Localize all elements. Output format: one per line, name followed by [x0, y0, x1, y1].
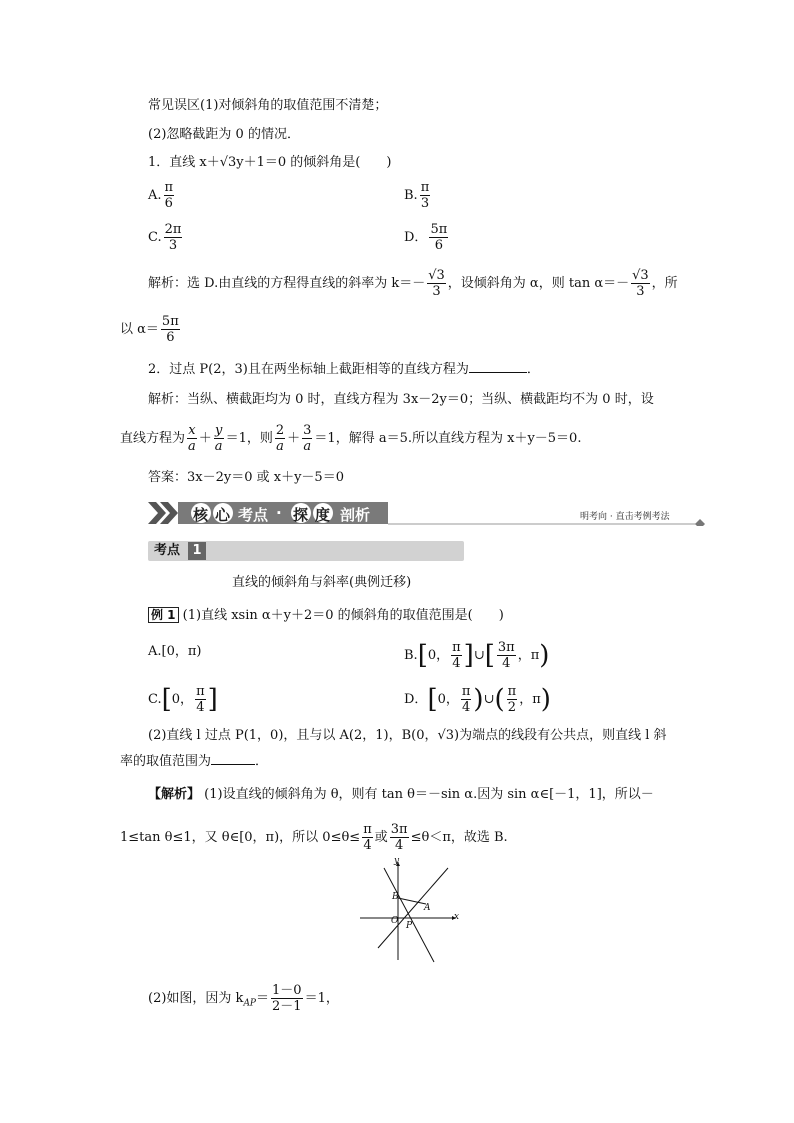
diamond-icon	[695, 519, 705, 526]
fraction	[187, 423, 197, 454]
q2-answer: 答案：3x－2y＝0 或 x＋y－5＝0	[148, 470, 344, 485]
option-label: A.	[148, 188, 162, 203]
numerator: 5π	[161, 314, 179, 329]
analysis-text: (1)设直线的倾斜角为 θ，则有 tan θ＝－sin α.因为 sin α∈[－1，1]，所以－	[204, 787, 654, 802]
answer-blank	[211, 752, 255, 765]
interval-text: 0，	[171, 692, 194, 707]
fraction	[275, 423, 285, 454]
coordinate-diagram	[358, 858, 462, 964]
solution-text: 直线方程为	[120, 431, 186, 446]
numerator: π	[196, 684, 205, 699]
subscript: AP	[243, 998, 256, 1009]
bracket: (	[494, 684, 505, 715]
denominator: 4	[395, 838, 404, 853]
ex1-option-b	[404, 640, 549, 671]
fraction	[195, 684, 206, 715]
numerator: 2	[275, 423, 285, 438]
fraction	[631, 268, 650, 299]
fraction	[302, 423, 312, 454]
ex1-option-a: A.[0，π)	[148, 644, 202, 659]
bracket: )	[473, 684, 484, 715]
section-banner	[148, 500, 708, 526]
bracket: [	[484, 640, 495, 671]
fraction	[164, 222, 183, 253]
analysis-text: ＝1，	[304, 991, 339, 1006]
option-label: C.	[148, 230, 162, 245]
x-axis-label: x	[454, 912, 460, 922]
bracket: )	[539, 640, 550, 671]
numerator: 1－0	[272, 983, 302, 998]
option-label: B.	[404, 188, 418, 203]
q1-solution-line-1	[148, 268, 678, 299]
denominator: 4	[502, 656, 511, 671]
banner-char: 探	[293, 506, 309, 524]
question-text: ．	[526, 362, 540, 377]
numerator: π	[452, 640, 461, 655]
point-a-label: A	[424, 903, 431, 913]
solution-text: ＝1，则	[225, 431, 273, 446]
y-axis-label: y	[394, 856, 400, 866]
q2-solution-line-2	[120, 423, 581, 454]
interval-text: ，π	[519, 692, 541, 707]
topic-bar	[148, 541, 464, 561]
banner-text: 剖析	[340, 506, 371, 524]
numerator: √3	[632, 268, 649, 283]
bracket: )	[540, 684, 551, 715]
question-text: (1)直线 xsin α＋y＋2＝0 的倾斜角的取值范围是( )	[182, 608, 504, 623]
denominator: a	[276, 439, 284, 454]
numerator: 5π	[430, 222, 448, 237]
q2-solution-line-1: 解析：当纵、横截距均为 0 时，直线方程为 3x－2y＝0；当纵、横截距均不为 0 时，设	[148, 392, 654, 407]
denominator: a	[188, 439, 196, 454]
operator: ＋	[198, 431, 212, 446]
question-text: ．	[255, 754, 269, 769]
analysis-text: (2)如图，因为 k	[148, 991, 244, 1006]
solution-text: ＝1，解得 a＝5.所以直线方程为 x＋y－5＝0.	[314, 431, 582, 446]
solution-text: ，所	[651, 276, 678, 291]
fraction	[429, 222, 448, 253]
banner-subtitle: 明考向 · 直击考例考法	[580, 512, 670, 522]
fraction	[164, 180, 175, 211]
analysis-line-3	[148, 983, 339, 1014]
topic-title: 直线的倾斜角与斜率(典例迁移)	[232, 575, 412, 590]
denominator: 6	[434, 238, 443, 253]
solution-text: 解析：选 D.由直线的方程得直线的斜率为 k＝－	[148, 276, 426, 291]
numerator: x	[188, 423, 196, 438]
denominator: 4	[196, 700, 205, 715]
numerator: π	[363, 822, 372, 837]
point-p-label: P	[406, 921, 413, 931]
option-label: D．	[404, 692, 428, 707]
banner-text: 考点	[238, 506, 269, 524]
line-through-a	[378, 868, 448, 948]
denominator: 3	[168, 238, 178, 253]
denominator: 4	[462, 700, 471, 715]
question-text: 2．过点 P(2，3)且在两坐标轴上截距相等的直线方程为	[148, 362, 469, 377]
analysis-heading: 【解析】	[148, 787, 201, 802]
fraction	[427, 268, 446, 299]
denominator: 6	[164, 196, 173, 211]
fraction	[507, 684, 518, 715]
numerator: 3π	[390, 822, 408, 837]
point-b-label: B	[392, 892, 399, 902]
analysis-text: ≤θ＜π，故选 B.	[410, 830, 508, 845]
mistake-line-1: 常见误区(1)对倾斜角的取值范围不清楚；	[148, 98, 388, 113]
example-badge: 例 1	[148, 607, 179, 623]
example-1-part-2-line-1: (2)直线 l 过点 P(1，0)，且与以 A(2，1)，B(0，√3)为端点的线段有公共点，则直线 l 斜	[148, 728, 667, 743]
numerator: 3	[303, 423, 312, 438]
numerator: π	[461, 684, 471, 699]
numerator: √3	[428, 268, 445, 283]
coordinate-figure	[358, 858, 462, 964]
q1-option-b	[404, 180, 432, 211]
union-symbol: ∪	[473, 648, 485, 663]
example-1-stem	[148, 607, 504, 625]
denominator: 3	[636, 284, 645, 299]
numerator: π	[164, 180, 174, 195]
fraction	[420, 180, 431, 211]
question-1-stem: 1．直线 x＋√3y＋1＝0 的倾斜角是( )	[148, 155, 392, 170]
bracket: [	[427, 684, 438, 715]
bracket: ]	[463, 640, 474, 671]
line-through-b	[384, 868, 434, 962]
q1-solution-line-2	[120, 314, 182, 345]
numerator: 2π	[164, 222, 182, 237]
denominator: 3	[432, 284, 441, 299]
denominator: 2－1	[272, 999, 302, 1014]
bracket: ]	[207, 684, 218, 715]
fraction	[214, 423, 224, 454]
numerator: 3π	[497, 640, 515, 655]
fraction	[362, 822, 373, 853]
ex1-option-d	[404, 684, 551, 715]
union-symbol: ∪	[483, 692, 495, 707]
fraction	[390, 822, 409, 853]
operator: ＋	[287, 431, 301, 446]
fraction	[461, 684, 472, 715]
option-label: B.	[404, 648, 418, 663]
analysis-line-2	[120, 822, 508, 853]
topic-label: 考点	[154, 543, 181, 558]
answer-blank	[469, 360, 527, 373]
banner-char: 心	[215, 506, 231, 524]
numerator: π	[507, 684, 517, 699]
banner-dot: ·	[276, 504, 282, 522]
interval-text: 0，	[437, 692, 459, 707]
denominator: 3	[420, 196, 430, 211]
denominator: 2	[507, 700, 517, 715]
denominator: 4	[452, 656, 461, 671]
numerator: y	[215, 423, 223, 438]
q1-option-c	[148, 222, 184, 253]
question-2-stem	[148, 360, 540, 379]
denominator: 6	[166, 330, 175, 345]
mistake-line-2: (2)忽略截距为 0 的情况．	[148, 127, 300, 142]
ex1-option-c	[148, 684, 218, 715]
topic-number: 1	[188, 542, 206, 560]
example-1-part-2-line-2	[120, 752, 268, 771]
fraction	[271, 983, 303, 1014]
operator: ＝	[256, 991, 270, 1006]
fraction	[161, 314, 180, 345]
fraction	[497, 640, 516, 671]
solution-text: 以 α＝	[120, 322, 159, 337]
solution-text: ，设倾斜角为 α，则 tan α＝－	[447, 276, 630, 291]
bracket: [	[417, 640, 428, 671]
analysis-text: 或	[374, 830, 388, 845]
option-label: D．	[404, 230, 428, 245]
analysis-text: 1≤tan θ≤1，又 θ∈[0，π)，所以 0≤θ≤	[120, 830, 361, 845]
banner-char: 核	[193, 506, 209, 524]
denominator: a	[214, 439, 223, 454]
numerator: π	[420, 180, 430, 195]
q1-option-d	[404, 222, 450, 253]
origin-label: O	[391, 916, 399, 926]
bracket: [	[161, 684, 172, 715]
banner-char: 度	[315, 506, 331, 524]
question-text: 率的取值范围为	[120, 754, 212, 769]
option-label: C.	[148, 692, 162, 707]
analysis-line-1	[148, 786, 654, 804]
denominator: a	[303, 439, 312, 454]
interval-text: ，π	[517, 648, 540, 663]
denominator: 4	[363, 838, 372, 853]
q1-option-a	[148, 180, 176, 211]
fraction	[451, 640, 462, 671]
interval-text: 0，	[427, 648, 450, 663]
